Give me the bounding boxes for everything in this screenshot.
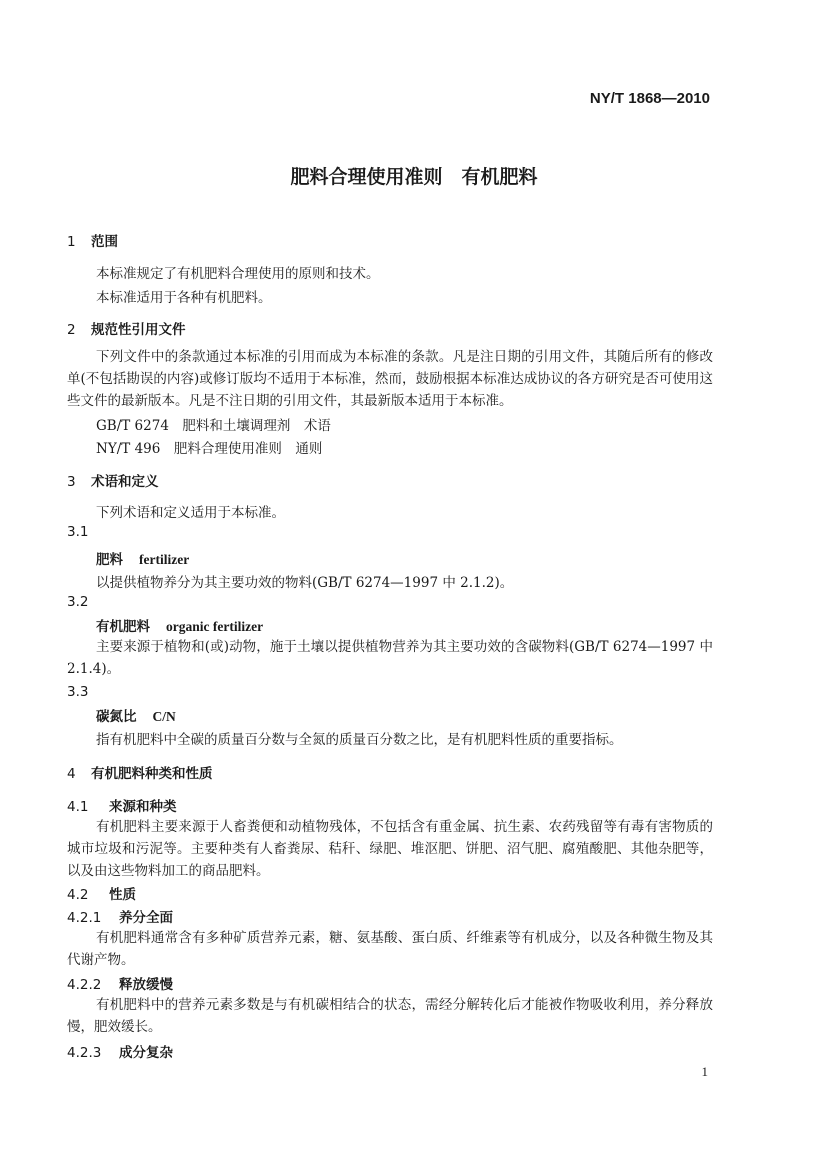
section-number: 1 [67,234,76,250]
document-title: 肥料合理使用准则 有机肥料 [290,166,538,188]
term-zh: 肥料 [96,552,123,568]
source-types-paragraph: 有机肥料主要来源于人畜粪便和动植物残体，不包括含有重金属、抗生素、农药残留等有毒有害物质的城市垃圾和污泥等。主要种类有人畜粪尿、秸秆、绿肥、堆沤肥、饼肥、沼气肥、腐殖酸肥、其他杂肥等，以及由这些物料加工的商品肥料。 [67,819,713,879]
clause-4-2-heading: 4.2 性质 [67,887,136,903]
section-label: 术语和定义 [91,474,159,490]
reference-item-2: NY/T 496 肥料合理使用准则 通则 [96,441,323,457]
clause-3-2-number: 3.2 [67,594,89,610]
section-number: 2 [67,322,76,338]
term-organic-fertilizer [96,615,263,635]
term-zh: 碳氮比 [96,709,137,725]
reference-item-1: GB/T 6274 肥料和土壤调理剂 术语 [96,418,331,434]
standard-number: NY/T 1868—2010 [589,90,710,107]
terms-intro: 下列术语和定义适用于本标准。 [96,505,285,521]
term-en: organic fertilizer [166,619,264,634]
clause-3-3-number: 3.3 [67,684,89,700]
normative-references-paragraph: 下列文件中的条款通过本标准的引用而成为本标准的条款。凡是注日期的引用文件，其随后所有的修改单(不包括勘误的内容)或修订版均不适用于本标准，然而，鼓励根据本标准达成协议的各方研究是否可使用这些文件的最新版本。凡是不注日期的引用文件，其最新版本适用于本标准。 [67,349,713,409]
term-definition: 以提供植物养分为其主要功效的物料(GB/T 6274—1997 中 2.1.2)。 [96,575,514,591]
term-definition: 指有机肥料中全碳的质量百分数与全氮的质量百分数之比，是有机肥料性质的重要指标。 [96,732,623,748]
term-en: C/N [152,709,176,724]
term-cn-ratio [96,705,176,725]
clause-3-1-number: 3.1 [67,524,89,540]
section-2-heading [67,318,186,338]
section-number: 4 [67,766,76,782]
term-fertilizer [96,548,189,568]
page-number: 1 [701,1064,708,1079]
scope-line-2: 本标准适用于各种有机肥料。 [96,290,272,306]
section-number: 3 [67,474,76,490]
release-paragraph: 有机肥料中的营养元素多数是与有机碳相结合的状态，需经分解转化后才能被作物吸收利用，养分释放慢，肥效缓长。 [67,997,713,1035]
section-label: 规范性引用文件 [91,322,186,338]
section-label: 有机肥料种类和性质 [91,766,213,782]
clause-4-2-3-heading: 4.2.3 成分复杂 [67,1045,173,1061]
section-label: 范围 [91,234,118,250]
clause-4-1-heading: 4.1 来源和种类 [67,799,177,815]
section-1-heading [67,230,118,250]
term-zh: 有机肥料 [96,619,150,635]
term-definition: 主要来源于植物和(或)动物，施于土壤以提供植物营养为其主要功效的含碳物料(GB/T 6274—1997 中 2.1.4)。 [67,639,713,677]
section-3-heading [67,470,159,490]
term-en: fertilizer [139,552,190,567]
nutrients-paragraph: 有机肥料通常含有多种矿质营养元素，糖、氨基酸、蛋白质、纤维素等有机成分，以及各种微生物及其代谢产物。 [67,930,713,968]
section-4-heading [67,762,213,782]
clause-4-2-2-heading: 4.2.2 释放缓慢 [67,977,173,993]
clause-4-2-1-heading: 4.2.1 养分全面 [67,910,173,926]
scope-line-1: 本标准规定了有机肥料合理使用的原则和技术。 [96,266,380,282]
